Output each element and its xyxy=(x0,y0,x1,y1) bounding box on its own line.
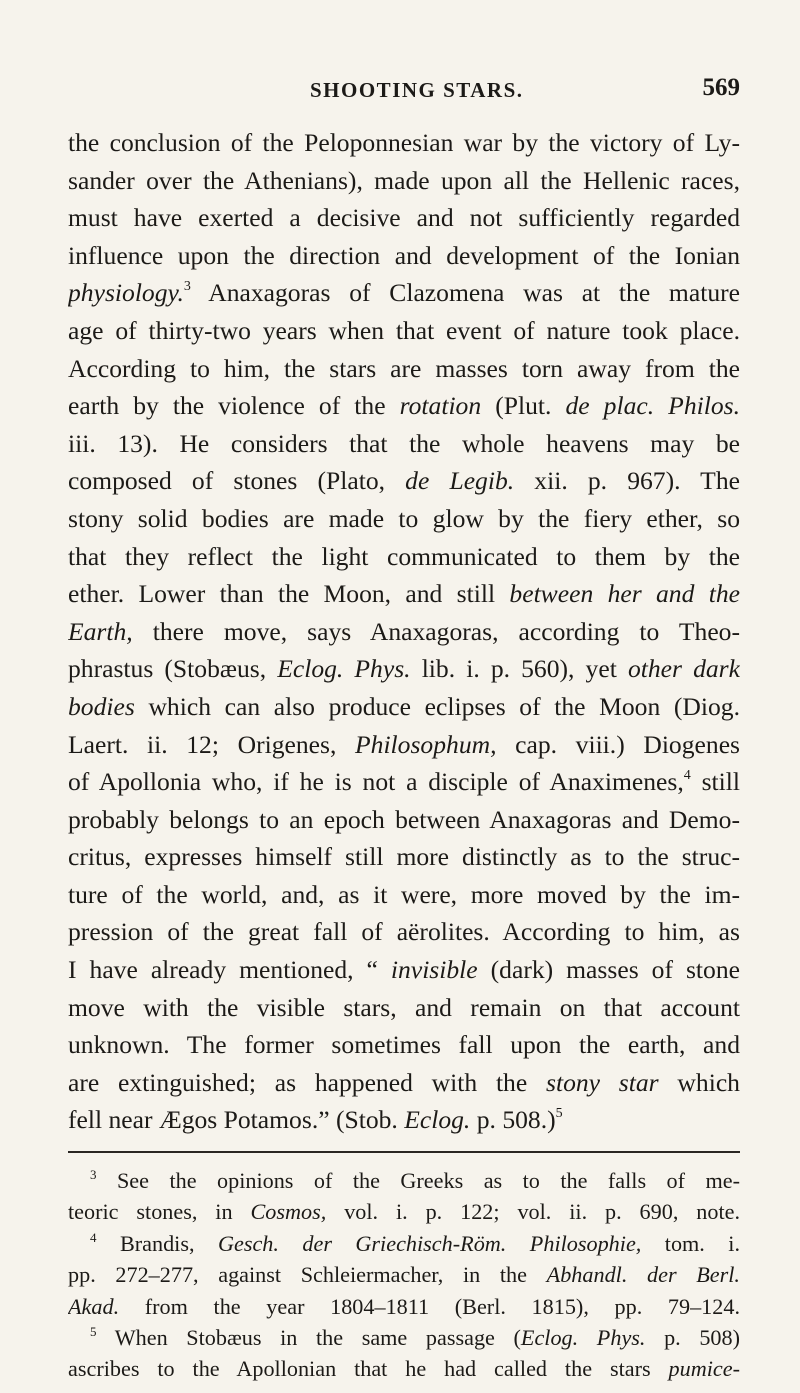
text-line xyxy=(68,312,740,350)
text-run: earth by the violence of the xyxy=(68,391,400,421)
text-line xyxy=(68,274,740,312)
page-header xyxy=(68,70,740,110)
text-run: xii. p. 967). The xyxy=(514,466,740,496)
italic-text: Gesch. der Griechisch-Röm. Philosophie, xyxy=(217,1230,642,1256)
italic-text: pumice- xyxy=(668,1356,740,1382)
footnote-marker: 5 xyxy=(90,1324,97,1340)
text-run: p. 508) xyxy=(645,1325,740,1351)
text-run: critus, expresses himself still more distinctly as to the struc- xyxy=(68,842,740,872)
text-line xyxy=(68,1101,740,1139)
text-line xyxy=(68,538,740,576)
italic-text: stony star xyxy=(546,1067,659,1097)
text-run: iii. 13). He considers that the whole heavens may be xyxy=(68,428,740,458)
italic-text: Cosmos, xyxy=(250,1199,327,1225)
text-run: composed of stones (Plato, xyxy=(68,466,406,496)
text-line xyxy=(68,237,740,275)
main-text xyxy=(68,124,740,1139)
text-run: probably belongs to an epoch between Anaxagoras and Demo- xyxy=(68,804,740,834)
text-line xyxy=(68,726,740,764)
text-run: influence upon the direction and development of the Ionian xyxy=(68,240,740,270)
text-run: Brandis, xyxy=(96,1230,218,1256)
page-number: 569 xyxy=(702,74,740,101)
footnote-marker: 3 xyxy=(90,1167,97,1183)
text-line xyxy=(68,575,740,613)
footnote-line xyxy=(68,1196,740,1227)
italic-text: between her and the xyxy=(509,579,740,609)
text-line xyxy=(68,650,740,688)
text-run: which can also produce eclipses of the Moon (Diog. xyxy=(134,691,740,721)
text-run: ascribes to the Apollonian that he had called the stars xyxy=(68,1356,669,1382)
text-line xyxy=(68,387,740,425)
book-page xyxy=(68,70,740,1385)
italic-text: Akad. xyxy=(68,1293,120,1319)
italic-text: de plac. Philos. xyxy=(565,391,740,421)
text-line xyxy=(68,350,740,388)
footnote-line xyxy=(68,1291,740,1322)
text-run: (dark) masses of stone xyxy=(477,955,740,985)
text-run: unknown. The former sometimes fall upon the earth, and xyxy=(68,1030,740,1060)
text-run: must have exerted a decisive and not sufficiently regarded xyxy=(68,203,740,233)
text-run: sander over the Athenians), made upon all the Hellenic races, xyxy=(68,165,740,195)
footnote-marker: 4 xyxy=(683,768,691,784)
text-run: that they reflect the light communicated to them by the xyxy=(68,541,740,571)
italic-text: Eclog. Phys. xyxy=(520,1325,646,1351)
footnotes xyxy=(68,1165,740,1385)
text-run: are extinguished; as happened with the xyxy=(68,1067,546,1097)
footnote-line xyxy=(68,1228,740,1259)
text-run: According to him, the stars are masses torn away from the xyxy=(68,353,740,383)
text-run: I have already mentioned, “ xyxy=(68,955,391,985)
text-run: lib. i. p. 560), yet xyxy=(410,654,628,684)
text-line xyxy=(68,1064,740,1102)
text-run: ture of the world, and, as it were, more moved by the im- xyxy=(68,879,740,909)
text-run: from the year 1804–1811 (Berl. 1815), pp. 79–124. xyxy=(119,1293,740,1319)
text-line xyxy=(68,763,740,801)
text-line xyxy=(68,876,740,914)
footnote-marker: 5 xyxy=(555,1106,563,1122)
text-run: pression of the great fall of aërolites. According to him, as xyxy=(68,917,740,947)
text-line xyxy=(68,425,740,463)
italic-text: Abhandl. der Berl. xyxy=(546,1262,740,1288)
text-run: there move, says Anaxagoras, according to Theo- xyxy=(132,616,740,646)
text-run: ether. Lower than the Moon, and still xyxy=(68,579,510,609)
text-run: tom. i. xyxy=(641,1230,740,1256)
footnote-rule xyxy=(68,1151,740,1153)
text-run: p. 508.) xyxy=(470,1105,556,1135)
text-run: which xyxy=(658,1067,740,1097)
footnote-line xyxy=(68,1353,740,1384)
italic-text: physiology. xyxy=(68,278,184,308)
footnote-marker: 4 xyxy=(90,1229,97,1245)
text-line xyxy=(68,1026,740,1064)
running-head: SHOOTING STARS. xyxy=(310,78,524,102)
footnote-line xyxy=(68,1322,740,1353)
text-run: See the opinions of the Greeks as to the falls of me- xyxy=(96,1168,740,1194)
text-line xyxy=(68,989,740,1027)
text-run: age of thirty-two years when that event of nature took place. xyxy=(68,315,740,345)
italic-text: invisible xyxy=(390,955,478,985)
text-run: fell near Ægos Potamos.” (Stob. xyxy=(68,1105,405,1135)
text-line xyxy=(68,199,740,237)
text-run: stony solid bodies are made to glow by the fiery ether, so xyxy=(68,503,740,533)
italic-text: Eclog. xyxy=(404,1105,471,1135)
text-line xyxy=(68,838,740,876)
italic-text: bodies xyxy=(68,691,135,721)
text-line xyxy=(68,801,740,839)
italic-text: rotation xyxy=(399,391,482,421)
text-run: still xyxy=(690,767,740,797)
text-run: When Stobæus in the same passage ( xyxy=(96,1325,521,1351)
text-line xyxy=(68,462,740,500)
text-run: cap. viii.) Diogenes xyxy=(496,729,740,759)
text-line xyxy=(68,500,740,538)
text-run: Anaxagoras of Clazomena was at the mature xyxy=(190,278,740,308)
text-line xyxy=(68,913,740,951)
italic-text: Eclog. Phys. xyxy=(277,654,411,684)
italic-text: Earth, xyxy=(68,616,133,646)
footnote-line xyxy=(68,1165,740,1196)
italic-text: de Legib. xyxy=(405,466,515,496)
footnote-line xyxy=(68,1259,740,1290)
text-run: move with the visible stars, and remain on that account xyxy=(68,992,740,1022)
text-line xyxy=(68,951,740,989)
text-line xyxy=(68,124,740,162)
text-run: phrastus (Stobæus, xyxy=(68,654,278,684)
text-run: pp. 272–277, against Schleiermacher, in the xyxy=(68,1262,547,1288)
text-run: of Apollonia who, if he is not a disciple of Anaximenes, xyxy=(68,767,684,797)
footnote-marker: 3 xyxy=(183,279,191,295)
text-run: teoric stones, in xyxy=(68,1199,251,1225)
text-line xyxy=(68,688,740,726)
text-line xyxy=(68,162,740,200)
text-run: vol. i. p. 122; vol. ii. p. 690, note. xyxy=(326,1199,740,1225)
text-run: the conclusion of the Peloponnesian war by the victory of Ly- xyxy=(68,128,740,157)
italic-text: other dark xyxy=(627,654,740,684)
text-line xyxy=(68,613,740,651)
text-run: (Plut. xyxy=(481,391,566,421)
text-run: Laert. ii. 12; Origenes, xyxy=(68,729,356,759)
italic-text: Philosophum, xyxy=(355,729,497,759)
